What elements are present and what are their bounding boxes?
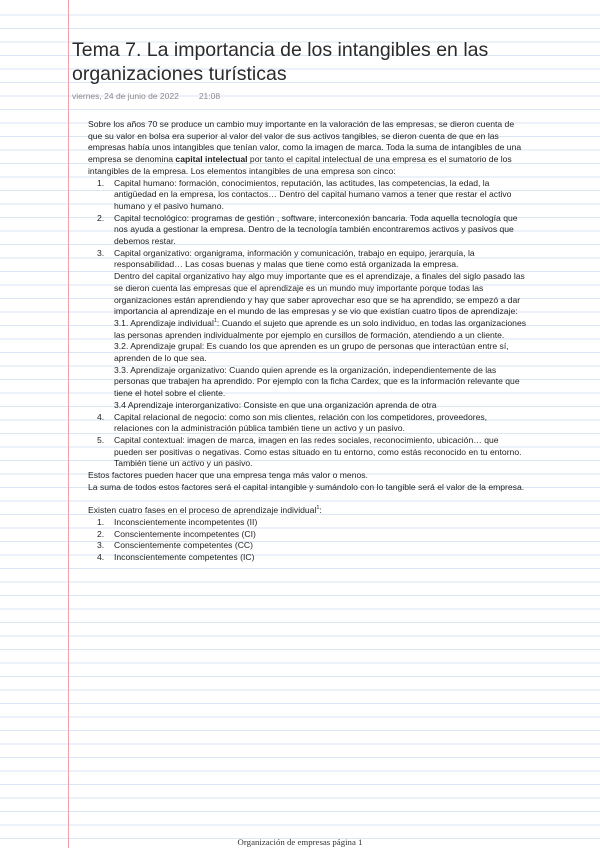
learning-type-individual: 3.1. Aprendizaje individual$^1$: Cuando el sujeto que aprende es un solo individuo, en todas las organizaciones las personas aprenden individualmente por ejemplo en cursillos de formación, atendiendo a un cliente. <box>114 317 527 340</box>
spacer <box>88 494 528 506</box>
page-title: Tema 7. La importancia de los intangibles en las organizaciones turísticas <box>72 39 489 85</box>
learning-type-group: 3.2. Aprendizaje grupal: Es cuando los que aprenden es un grupo de personas que interactúan entre sí, aprenden de lo que sea. <box>114 341 509 364</box>
sum-line: La suma de todos estos factores será el capital intangible y sumándolo con lo tangible será el valor de la empresa. <box>88 481 525 492</box>
page-margin-line <box>68 0 69 848</box>
note-date: viernes, 24 de junio de 2022 <box>72 91 179 101</box>
list-item: 1. Capital humano: formación, conocimientos, reputación, las actitudes, las competencias, la edad, la antigüedad en la empresa, los contactos… Dentro del capital humano vamos a tener que restar el activo humano y el pasivo humano. <box>97 177 512 211</box>
list-item: 3. Conscientemente competentes (CC) <box>97 540 253 551</box>
note-time: 21:08 <box>198 91 221 101</box>
learning-type-organizational: 3.3. Aprendizaje organizativo: Cuando quien aprende es la organización, independientemente de las personas que trabajen ha aprendido. Por ejemplo con la ficha Cardex, que es la información relevante que tiene el hotel sobre el cliente. <box>114 364 520 399</box>
list-item: 5. Capital contextual: imagen de marca, imagen en las redes sociales, reconocimiento, ubicación… que pueden ser positivas o negativas. Como estas situado en tu entorno, como estás reconocido en tu entorno. También tiene un activo y un pasivo. <box>97 434 522 469</box>
intro-paragraph <box>88 119 528 178</box>
list-item: 3. Capital organizativo: organigrama, información y comunicación, trabajo en equipo, jerarquía, la responsabilidad… Las cosas buenas y malas que tiene como está organizada la empresa. Dentro del capital organizativo hay algo muy importante que es el aprendizaje, a finales del siglo pasado las se dieron cuenta las empresas que el aprendizaje es un mundo muy importante porque todas las organizaciones están aprendiendo y hay que saber aprovechar eso que se ha aprendido, se empezó a dar importancia al aprendizaje en el mundo de las empresas y se vio que existían cuatro tipos de aprendizaje: 3.1. Aprendizaje individual$^1$: Cuando el sujeto que aprende es un solo individuo, en todas las organizaciones las personas aprenden individualmente por ejemplo en cursillos de formación, atendiendo a un cliente. 3.2. Aprendizaje grupal: Es cuando los que aprenden es un grupo de personas que interactúan entre sí, aprenden de lo que sea. 3.3. Aprendizaje organizativo: Cuando quien aprende es la organización, independientemente de las personas que trabajen ha aprendido. Por ejemplo con la ficha Cardex, que es la información relevante que tiene el hotel sobre el cliente. 3.4 Aprendizaje interorganizativo: Consiste en que una organización aprenda de otra <box>97 247 527 410</box>
learning-phases-list <box>88 517 528 564</box>
intro-text-end: por tanto el capital intelectual de una empresa es el sumatorio de los intangibles de la empresa. Los elementos intangibles de una empresa son cinco: <box>88 154 512 176</box>
list-item: 1. Inconscientemente incompetentes (II) <box>97 516 258 527</box>
intro-text-start: Sobre los años 70 se produce un cambio muy importante en la valoración de las empresas, se dieron cuenta de que su valor en bolsa era superior al valor del valor de sus activos tangibles, se dieron cuenta de que en las empresas había unos intangibles que tenían valor, como la imagen de marca. Toda la suma de intangibles de una empresa se denomina <box>88 119 522 165</box>
intangible-elements-list <box>88 178 528 471</box>
phases-intro: Existen cuatro fases en el proceso de aprendizaje individual$^1$: <box>88 505 322 516</box>
page-footer: Organización de empresas página 1 <box>237 837 363 847</box>
list-item: 4. Inconscientemente competentes (IC) <box>97 552 255 562</box>
factors-line: Estos factores pueden hacer que una empresa tenga más valor o menos. <box>88 470 368 481</box>
org-learning-paragraph: Dentro del capital organizativo hay algo muy importante que es el aprendizaje, a finales del siglo pasado las se dieron cuenta las empresas que el aprendizaje es un mundo muy importante porque todas las organizaciones están aprendiendo y hay que saber aprovechar eso que se ha aprendido, se empezó a dar importancia al aprendizaje en el mundo de las empresas y se vio que existían cuatro tipos de aprendizaje: <box>114 271 525 317</box>
list-item: 2. Capital tecnológico: programas de gestión , software, interconexión bancaria. Toda aquella tecnología que nos ayuda a gestionar la empresa. Dentro de la tecnología también encontraremos activos y pasivos que debemos restar. <box>97 212 518 247</box>
intro-bold-term: capital intelectual <box>175 154 248 165</box>
list-item: 4. Capital relacional de negocio: como son mis clientes, relación con los competidores, proveedores, relaciones con la administración pública también tiene un activo y un pasivo. <box>97 411 488 434</box>
note-body[interactable] <box>88 119 528 564</box>
note-metadata <box>72 91 220 101</box>
list-item: 2. Conscientemente incompetentes (CI) <box>97 528 256 539</box>
learning-type-interorganizational: 3.4 Aprendizaje interorganizativo: Consiste en que una organización aprenda de otra <box>114 399 437 410</box>
